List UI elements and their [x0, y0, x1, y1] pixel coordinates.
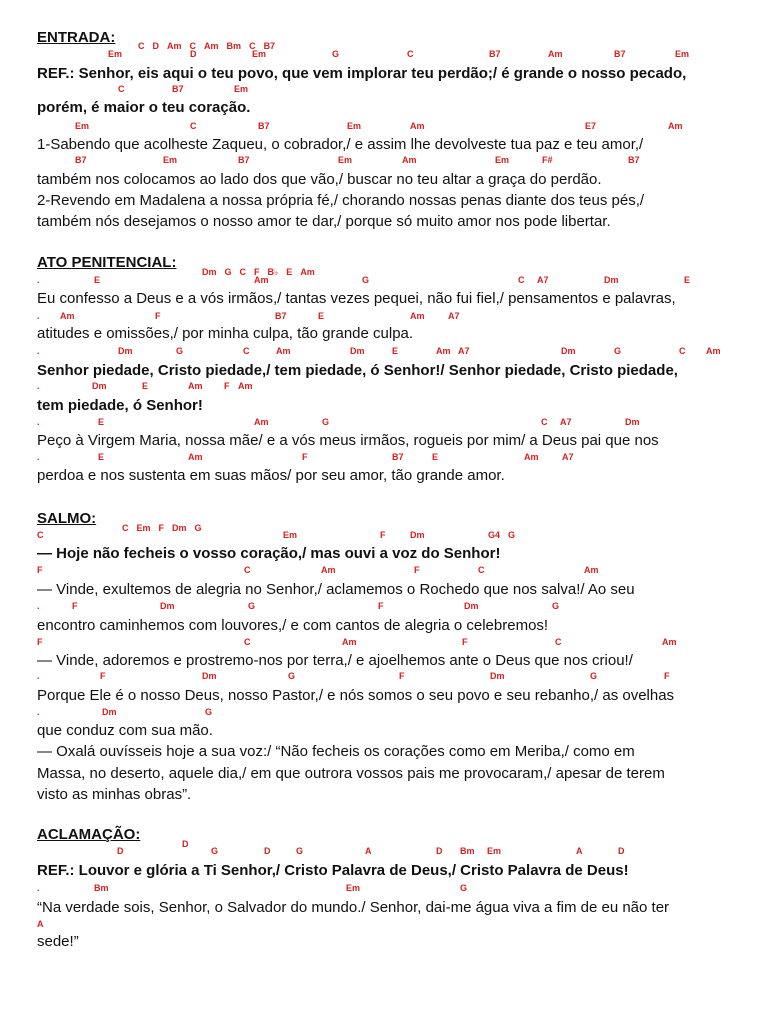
- chord: C: [407, 49, 414, 59]
- chord: C: [190, 121, 197, 131]
- chord: D: [436, 846, 443, 856]
- chord: G: [205, 707, 213, 717]
- chord: F: [414, 565, 420, 575]
- chord: E: [318, 311, 325, 321]
- chord: Em: [252, 49, 267, 59]
- chord: C: [244, 565, 251, 575]
- chord: G: [322, 417, 330, 427]
- chord: Am: [238, 381, 253, 391]
- chord: B7: [172, 84, 184, 94]
- chord: .: [37, 707, 40, 717]
- chord: B7: [238, 155, 250, 165]
- chord: A7: [560, 417, 572, 427]
- chord: G: [296, 846, 304, 856]
- chord: G: [288, 671, 296, 681]
- chord: Dm: [350, 346, 365, 356]
- chord: Bm: [94, 883, 109, 893]
- chord: C: [118, 84, 125, 94]
- chord: E: [392, 346, 399, 356]
- chord: B7: [628, 155, 640, 165]
- chord: F: [254, 267, 260, 277]
- chord: C: [555, 637, 562, 647]
- chord: Dm: [604, 275, 619, 285]
- chord: Em: [283, 530, 298, 540]
- chord: B7: [258, 121, 270, 131]
- chord: Em: [163, 155, 178, 165]
- chord: .: [37, 601, 40, 611]
- chord: Am: [548, 49, 563, 59]
- lyric-line: 2-Revendo em Madalena a nossa própria fé,/ chorando nossas penas diante dos teus pés,/: [37, 192, 645, 209]
- chord: B7: [392, 452, 404, 462]
- chord: B7: [275, 311, 287, 321]
- chord: F: [462, 637, 468, 647]
- chord: D: [618, 846, 625, 856]
- chord: Dm: [410, 530, 425, 540]
- chord: Em: [338, 155, 353, 165]
- chord: Em: [495, 155, 510, 165]
- chord: F: [399, 671, 405, 681]
- chord: Em: [136, 523, 151, 533]
- chord: F: [158, 523, 165, 533]
- lyric-line: também nos colocamos ao lado dos que vão,/ buscar no teu altar a graça do perdão.: [37, 171, 602, 188]
- chord: E: [94, 275, 101, 285]
- chord: F: [664, 671, 670, 681]
- chord: F: [37, 565, 43, 575]
- chord: Am: [584, 565, 599, 575]
- chord: G: [552, 601, 560, 611]
- chord: C: [189, 41, 197, 51]
- chord: A7: [537, 275, 549, 285]
- chord: A7: [562, 452, 574, 462]
- chord: D: [152, 41, 160, 51]
- header-chords-salmo: [112, 515, 210, 542]
- chord: G: [362, 275, 370, 285]
- chord: Am: [60, 311, 75, 321]
- chord: Dm: [490, 671, 505, 681]
- chord: Em: [108, 49, 123, 59]
- chord: G: [460, 883, 468, 893]
- chord: D: [182, 839, 189, 849]
- chord: .: [37, 452, 40, 462]
- chord: C: [138, 41, 145, 51]
- chord: C: [122, 523, 129, 533]
- lyric-line: Peço à Virgem Maria, nossa mãe/ e a vós meus irmãos, rogueis por mim/ a Deus pai que nos: [37, 432, 659, 449]
- chord: Dm: [102, 707, 117, 717]
- chord: G4: [488, 530, 501, 540]
- chord: Em: [75, 121, 90, 131]
- chord: A7: [448, 311, 460, 321]
- chord: Am: [402, 155, 417, 165]
- chord: .: [37, 311, 40, 321]
- lyric-line: Porque Ele é o nosso Deus, nosso Pastor,/ e nós somos o seu povo e seu rebanho,/ as ovelhas: [37, 687, 675, 704]
- chord: E: [684, 275, 691, 285]
- chord: Em: [234, 84, 249, 94]
- chord: E: [432, 452, 439, 462]
- chord: G: [508, 530, 516, 540]
- chord: Dm: [561, 346, 576, 356]
- lyric-line: Senhor piedade, Cristo piedade,/ tem piedade, ó Senhor!/ Senhor piedade, Cristo piedade,: [37, 362, 678, 379]
- chord: Dm: [160, 601, 175, 611]
- chord: Am: [254, 275, 269, 285]
- chord: B7: [489, 49, 501, 59]
- section-title-aclamacao: ACLAMAÇÃO:: [37, 826, 141, 843]
- chord: C: [243, 346, 250, 356]
- chord: B♭: [267, 267, 279, 277]
- lyric-line: perdoa e nos sustenta em suas mãos/ por seu amor, tão grande amor.: [37, 467, 505, 484]
- chord: Am: [410, 121, 425, 131]
- chord: B7: [75, 155, 87, 165]
- chord: F: [155, 311, 161, 321]
- chord: C: [249, 41, 256, 51]
- chord: F: [378, 601, 384, 611]
- chord: E7: [585, 121, 597, 131]
- chord: F: [72, 601, 78, 611]
- chord: A7: [458, 346, 470, 356]
- chord: .: [37, 883, 40, 893]
- chord: Dm: [202, 267, 217, 277]
- header-chords-aclamacao: [172, 831, 197, 858]
- chord: F: [302, 452, 308, 462]
- lyric-line: também nós desejamos o nosso amor te dar,/ porque só muito amor nos pode libertar.: [37, 213, 611, 230]
- section-title-salmo: SALMO:: [37, 510, 97, 527]
- chord: Am: [167, 41, 182, 51]
- chord: Am: [410, 311, 425, 321]
- chord: Dm: [172, 523, 187, 533]
- chord: Am: [321, 565, 336, 575]
- lyric-line: — Hoje não fecheis o vosso coração,/ mas ouvi a voz do Senhor!: [37, 545, 501, 562]
- lyric-line: REF.: Louvor e glória a Ti Senhor,/ Cristo Palavra de Deus,/ Cristo Palavra de Deus!: [37, 862, 629, 879]
- chord: C: [541, 417, 548, 427]
- chord: Am: [668, 121, 683, 131]
- chord: Am: [300, 267, 315, 277]
- lyric-line: — Vinde, adoremos e prostremo-nos por terra,/ e ajoelhemos ante o Deus que nos criou!/: [37, 652, 633, 669]
- lyric-line: “Na verdade sois, Senhor, o Salvador do mundo./ Senhor, dai-me água viva a fim de eu não ter: [37, 899, 670, 916]
- lyric-line: — Vinde, exultemos de alegria no Senhor,/ aclamemos o Rochedo que nos salva!/ Ao seu: [37, 581, 635, 598]
- lyric-line: atitudes e omissões,/ por minha culpa, tão grande culpa.: [37, 325, 414, 342]
- chord: Am: [188, 452, 203, 462]
- chord: F: [380, 530, 386, 540]
- chord: G: [590, 671, 598, 681]
- lyric-line: — Oxalá ouvísseis hoje a sua voz:/ “Não fecheis os corações como em Meriba,/ como em: [37, 743, 635, 760]
- chord: B7: [614, 49, 626, 59]
- chord: Am: [276, 346, 291, 356]
- section-title-entrada: ENTRADA:: [37, 29, 116, 46]
- chord: Dm: [464, 601, 479, 611]
- chord: E: [142, 381, 149, 391]
- chord: Dm: [202, 671, 217, 681]
- chord: .: [37, 417, 40, 427]
- chord: G: [614, 346, 622, 356]
- chord: Em: [487, 846, 502, 856]
- chord: .: [37, 275, 40, 285]
- chord: E: [98, 417, 105, 427]
- chord: .: [37, 381, 40, 391]
- chord: F#: [542, 155, 553, 165]
- chord: G: [194, 523, 202, 533]
- chord: F: [37, 637, 43, 647]
- chord: Dm: [118, 346, 133, 356]
- chord: Am: [436, 346, 451, 356]
- chord: C: [478, 565, 485, 575]
- chord: G: [248, 601, 256, 611]
- chord: Am: [524, 452, 539, 462]
- chord: Am: [342, 637, 357, 647]
- chord: F: [100, 671, 106, 681]
- chord: C: [244, 637, 251, 647]
- lyric-line: Eu confesso a Deus e a vós irmãos,/ tantas vezes pequei, não fui fiel,/ pensamentos e palavras,: [37, 290, 676, 307]
- chord: D: [190, 49, 197, 59]
- chord: .: [37, 346, 40, 356]
- chord: E: [286, 267, 293, 277]
- chord: D: [117, 846, 124, 856]
- chord: A: [576, 846, 583, 856]
- chord: Dm: [92, 381, 107, 391]
- chord: Am: [188, 381, 203, 391]
- lyric-line: visto as minhas obras”.: [37, 786, 192, 803]
- lyric-line: tem piedade, ó Senhor!: [37, 397, 203, 414]
- chord: Bm: [226, 41, 242, 51]
- chord: Am: [662, 637, 677, 647]
- chord: Am: [254, 417, 269, 427]
- lyric-line: 1-Sabendo que acolheste Zaqueu, o cobrador,/ e assim lhe devolveste tua paz e teu amor,/: [37, 136, 644, 153]
- chord: G: [176, 346, 184, 356]
- chord: Em: [347, 121, 362, 131]
- lyric-line: que conduz com sua mão.: [37, 722, 213, 739]
- lyric-line: porém, é maior o teu coração.: [37, 99, 251, 116]
- lyric-line: Massa, no deserto, aquele dia,/ em que outrora vossos pais me provocaram,/ apesar de terem: [37, 765, 665, 782]
- chord: A: [365, 846, 372, 856]
- chord: D: [264, 846, 271, 856]
- chord: B7: [263, 41, 276, 51]
- chord: G: [332, 49, 340, 59]
- chord: Bm: [460, 846, 475, 856]
- chord: Em: [675, 49, 690, 59]
- chord: G: [211, 846, 219, 856]
- chord: G: [224, 267, 232, 277]
- chord: F: [224, 381, 230, 391]
- chord: C: [239, 267, 247, 277]
- chord: Am: [706, 346, 721, 356]
- lyric-line: sede!”: [37, 933, 79, 950]
- lyric-line: encontro caminhemos com louvores,/ e com cantos de alegria o celebremos!: [37, 617, 549, 634]
- chord: C: [37, 530, 44, 540]
- chord: C: [518, 275, 525, 285]
- chord: Em: [346, 883, 361, 893]
- lyric-line: REF.: Senhor, eis aqui o teu povo, que vem implorar teu perdão;/ é grande o nosso pecado,: [37, 65, 687, 82]
- section-title-ato-penitencial: ATO PENITENCIAL:: [37, 254, 177, 271]
- chord: A: [37, 919, 44, 929]
- chord: Dm: [625, 417, 640, 427]
- chord: .: [37, 671, 40, 681]
- chord: Am: [204, 41, 219, 51]
- chord: C: [679, 346, 686, 356]
- chord: E: [98, 452, 105, 462]
